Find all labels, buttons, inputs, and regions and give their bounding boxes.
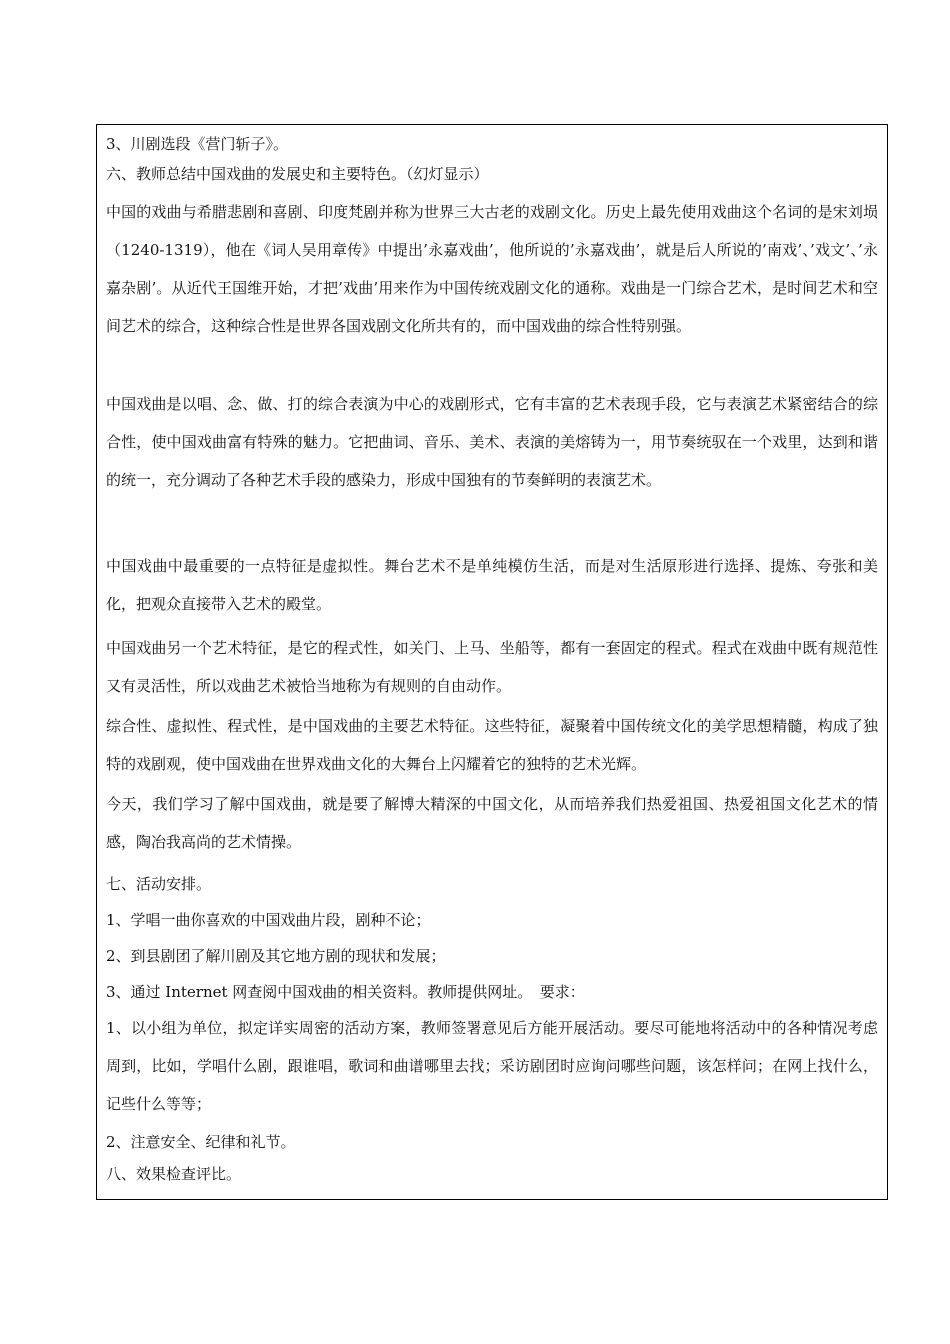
paragraph: 中国的戏曲与希腊悲剧和喜剧、印度梵剧并称为世界三大古老的戏剧文化。历史上最先使用戏曲这个名词的是宋刘埙（1240-1319），他在《词人吴用章传》中提出’永嘉戏曲’，他所说的’永嘉戏曲’，就是后人所说的’南戏’、’戏文’、’永嘉杂剧’。从近代王国维开始，才把’戏曲’用来作为中国传统戏剧文化的通称。戏曲是一门综合艺术，是时间艺术和空间艺术的综合，这种综合性是世界各国戏剧文化所共有的，而中国戏曲的综合性特别强。 (106, 203, 878, 335)
text-line: 3、川剧选段《营门斩子》。 (106, 135, 289, 153)
paragraph: 中国戏曲中最重要的一点特征是虚拟性。舞台艺术不是单纯模仿生活，而是对生活原形进行选择、提炼、夸张和美化，把观众直接带入艺术的殿堂。 (106, 557, 878, 613)
section-heading: 七、活动安排。 (106, 875, 212, 893)
list-item: 3、通过 Internet 网查阅中国戏曲的相关资料。教师提供网址。 要求： (106, 983, 585, 1001)
list-item: 2、到县剧团了解川剧及其它地方剧的现状和发展； (106, 947, 446, 965)
paragraph: 中国戏曲另一个艺术特征，是它的程式性，如关门、上马、坐船等，都有一套固定的程式。程式在戏曲中既有规范性又有灵活性，所以戏曲艺术被恰当地称为有规则的自由动作。 (106, 639, 878, 695)
list-item: 1、以小组为单位，拟定详实周密的活动方案，教师签署意见后方能开展活动。要尽可能地将活动中的各种情况考虑周到，比如，学唱什么剧，跟谁唱，歌词和曲谱哪里去找；采访剧团时应询问哪些问题，该怎样问；在网上找什么，记些什么等等； (106, 1019, 878, 1113)
content-table-cell (96, 124, 888, 1200)
paragraph: 今天，我们学习了解中国戏曲，就是要了解博大精深的中国文化，从而培养我们热爱祖国、热爱祖国文化艺术的情感，陶冶我高尚的艺术情操。 (106, 795, 878, 851)
section-heading: 六、教师总结中国戏曲的发展史和主要特色。（幻灯显示） (106, 165, 489, 183)
list-item: 1、学唱一曲你喜欢的中国戏曲片段，剧种不论； (106, 911, 431, 929)
paragraph: 中国戏曲是以唱、念、做、打的综合表演为中心的戏剧形式，它有丰富的艺术表现手段，它与表演艺术紧密结合的综合性，使中国戏曲富有特殊的魅力。它把曲词、音乐、美术、表演的美熔铸为一，用节奏统驭在一个戏里，达到和谐的统一，充分调动了各种艺术手段的感染力，形成中国独有的节奏鲜明的表演艺术。 (106, 395, 878, 489)
list-item: 2、注意安全、纪律和礼节。 (106, 1133, 296, 1151)
paragraph: 综合性、虚拟性、程式性，是中国戏曲的主要艺术特征。这些特征，凝聚着中国传统文化的美学思想精髓，构成了独特的戏剧观，使中国戏曲在世界戏曲文化的大舞台上闪耀着它的独特的艺术光辉。 (106, 717, 878, 773)
section-heading: 八、效果检查评比。 (106, 1165, 242, 1183)
